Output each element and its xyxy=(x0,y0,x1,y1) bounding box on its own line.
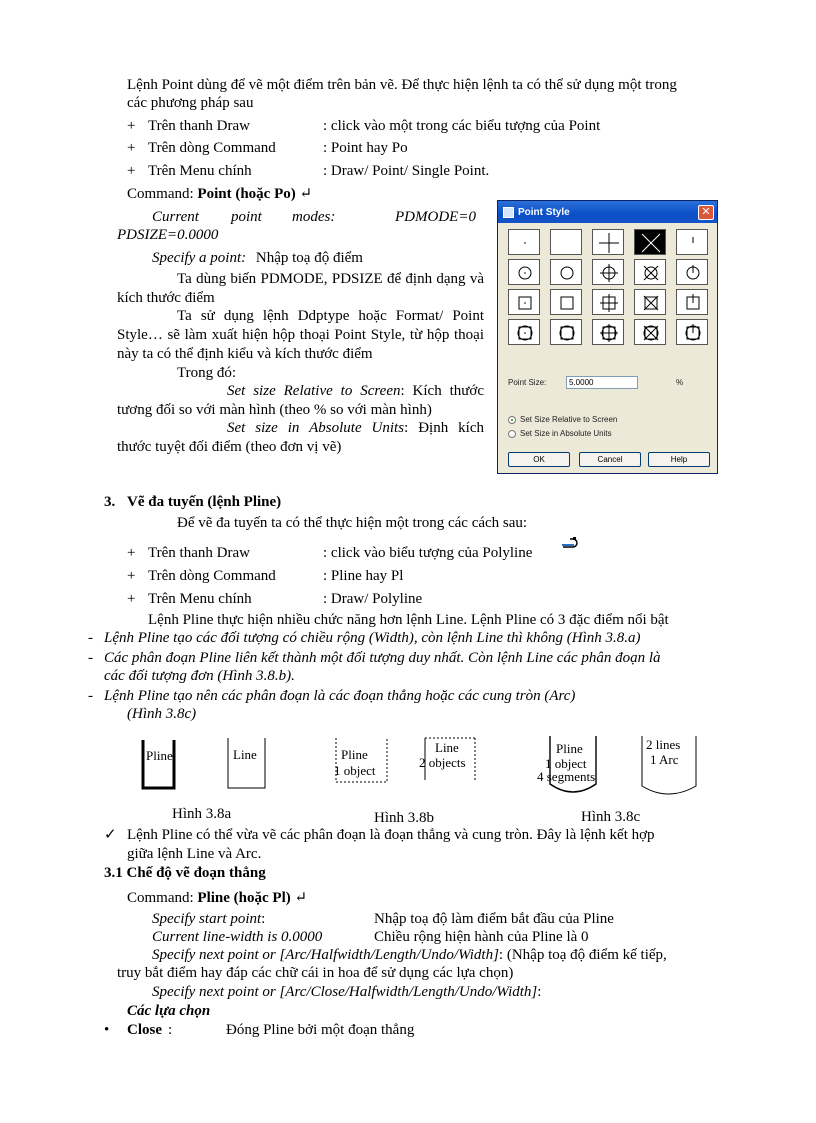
square-x-icon xyxy=(635,290,667,316)
intro-line-1: Lệnh Point dùng để vẽ một điểm trên bản vẽ. Để thực hiện lệnh ta có thể sử dụng một trong xyxy=(127,77,677,93)
fig-c-right-2: 1 Arc xyxy=(650,752,679,767)
pline-method-row: + Trên dòng Command : Pline hay Pl xyxy=(127,568,404,584)
point-style-option[interactable] xyxy=(634,319,666,345)
square-circle-tick-icon xyxy=(677,320,709,346)
point-style-option[interactable] xyxy=(508,259,540,285)
point-style-option[interactable] xyxy=(550,289,582,315)
dialog-title: Point Style xyxy=(518,206,570,218)
square-circle-icon xyxy=(551,320,583,346)
pdsize: PDSIZE=0.0000 xyxy=(117,227,219,243)
dash: - xyxy=(88,688,93,704)
radio-relative-label: Set Size Relative to Screen xyxy=(520,415,618,424)
percent-label: % xyxy=(676,378,684,387)
point-style-option[interactable] xyxy=(508,319,540,345)
fig-a-line: Line xyxy=(233,747,257,762)
plus-icon xyxy=(593,230,625,256)
blank-icon xyxy=(551,230,583,256)
close-button[interactable]: ✕ xyxy=(698,205,714,220)
square-dot-icon xyxy=(509,290,541,316)
options-heading: Các lựa chọn xyxy=(127,1003,211,1019)
app-icon xyxy=(503,207,514,218)
relative-size-desc: Set size Relative to Screen: Kích thước tương đối so với màn hình (theo % so với màn hình) xyxy=(117,383,484,418)
next-point-cont: truy bắt điểm hay đáp các chữ cái in hoa để sử dụng các lựa chọn) xyxy=(117,965,514,981)
section-3-intro: Để vẽ đa tuyến ta có thể thực hiện một trong các cách sau: xyxy=(177,515,528,531)
where-label: Trong đó: xyxy=(177,365,237,381)
point-style-option[interactable] xyxy=(592,289,624,315)
square-circle-x-icon xyxy=(635,320,667,346)
pline-compare: Lệnh Pline thực hiện nhiều chức năng hơn lệnh Line. Lệnh Pline có 3 đặc điểm nổi bật xyxy=(148,612,669,628)
point-size-input[interactable]: 5.0000 xyxy=(566,376,638,389)
fig-b-line-sub: 2 objects xyxy=(419,755,466,770)
point-style-option[interactable] xyxy=(592,259,624,285)
fig-c-right-1: 2 lines xyxy=(646,737,681,752)
point-style-option[interactable] xyxy=(634,289,666,315)
caption-3-8c: Hình 3.8c xyxy=(581,809,641,825)
point-style-option[interactable] xyxy=(676,229,708,255)
circle-tick-icon xyxy=(677,260,709,286)
point-command-line: Command: Point (hoặc Po) ↵ xyxy=(127,186,313,202)
square-tick-icon xyxy=(677,290,709,316)
check-note-line-2: giữa lệnh Line và Arc. xyxy=(127,846,262,862)
point-style-option-selected[interactable] xyxy=(634,229,666,255)
feature-2: Các phân đoạn Pline liên kết thành một đối tượng duy nhất. Còn lệnh Line các phân đoạn là xyxy=(104,650,661,666)
feature-1: Lệnh Pline tạo các đối tượng có chiều rộng (Width), còn lệnh Line thì không (Hình 3.8.a) xyxy=(104,630,641,646)
dash: - xyxy=(88,650,93,666)
current-modes: Current point modes: PDMODE=0 xyxy=(152,209,476,225)
fig-b-pline: Pline xyxy=(341,747,368,762)
pdmode-paragraph: Ta dùng biến PDMODE, PDSIZE để định dạng và kích thước điểm xyxy=(117,271,484,306)
check-note-line-1: Lệnh Pline có thể vừa vẽ các phân đoạn là đoạn thẳng và cung tròn. Đây là lệnh kết hợp xyxy=(127,827,655,843)
circle-plus-icon xyxy=(593,260,625,286)
specify-point: Specify a point: Nhập toạ độ điểm xyxy=(152,250,363,266)
radio-relative[interactable] xyxy=(508,416,516,424)
tick-icon xyxy=(677,230,709,256)
feature-3: Lệnh Pline tạo nên các phân đoạn là các đoạn thẳng hoặc các cung tròn (Arc) xyxy=(104,688,576,704)
fig-c-pline-sub2: 4 segments xyxy=(537,769,596,784)
point-style-option[interactable] xyxy=(508,229,540,255)
section-3-heading: 3. Vẽ đa tuyến (lệnh Pline) xyxy=(104,494,282,510)
point-style-option[interactable] xyxy=(676,259,708,285)
ddptype-paragraph: Ta sử dụng lệnh Ddptype hoặc Format/ Point Style… sẽ làm xuất hiện hộp thoại Point Style, từ hộp thoại này ta có thể định kiểu và kích thước điểm xyxy=(117,308,484,362)
square-circle-plus-icon xyxy=(593,320,625,346)
caption-3-8b: Hình 3.8b xyxy=(374,810,434,826)
circle-icon xyxy=(551,260,583,286)
caption-3-8a: Hình 3.8a xyxy=(172,806,232,822)
point-style-option[interactable] xyxy=(508,289,540,315)
help-button[interactable]: Help xyxy=(648,452,710,467)
absolute-size-desc: Set size in Absolute Units: Định kích thước tuyệt đối điểm (theo đơn vị vẽ) xyxy=(117,420,484,455)
fig-b-pline-sub: 1 object xyxy=(334,763,376,778)
intro-line-2: các phương pháp sau xyxy=(127,95,254,111)
point-style-option[interactable] xyxy=(550,319,582,345)
cancel-button[interactable]: Cancel xyxy=(579,452,641,467)
close-option: • Close : Đóng Pline bởi một đoạn thẳng xyxy=(104,1022,415,1038)
radio-absolute-label: Set Size in Absolute Units xyxy=(520,429,612,438)
pline-method-row: + Trên Menu chính : Draw/ Polyline xyxy=(127,591,423,607)
polyline-icon xyxy=(560,535,582,555)
pline-row: Specify start point: Nhập toạ độ làm điểm bắt đầu của Pline xyxy=(152,911,614,927)
dash: - xyxy=(88,630,93,646)
feature-2-cont: các đối tượng đơn (Hình 3.8.b). xyxy=(104,668,295,684)
point-style-option[interactable] xyxy=(550,259,582,285)
fig-c-pline-sub1: 1 object xyxy=(545,756,587,771)
feature-3-cont: (Hình 3.8c) xyxy=(127,706,197,722)
method-row: + Trên dòng Command : Point hay Po xyxy=(127,140,408,156)
point-style-dialog xyxy=(497,200,718,474)
point-style-option[interactable] xyxy=(634,259,666,285)
dialog-titlebar[interactable] xyxy=(498,201,717,223)
pline-row: Current line-width is 0.0000 Chiều rộng hiện hành của Pline là 0 xyxy=(152,929,589,945)
dot-icon xyxy=(509,230,541,256)
point-style-option[interactable] xyxy=(676,319,708,345)
next-point-line: Specify next point or [Arc/Halfwidth/Length/Undo/Width]: (Nhập toạ độ điểm kế tiếp, xyxy=(152,947,667,963)
point-style-option[interactable] xyxy=(676,289,708,315)
sub-3-1-heading: 3.1 Chế độ vẽ đoạn thẳng xyxy=(104,865,266,881)
method-row: + Trên Menu chính : Draw/ Point/ Single Point. xyxy=(127,163,490,179)
bullet: • xyxy=(104,1022,110,1038)
square-icon xyxy=(551,290,583,316)
check-icon: ✓ xyxy=(104,827,117,843)
point-style-option[interactable] xyxy=(550,229,582,255)
ok-button[interactable]: OK xyxy=(508,452,570,467)
point-size-label: Point Size: xyxy=(508,378,547,387)
circle-dot-icon xyxy=(509,260,541,286)
method-row: + Trên thanh Draw : click vào một trong các biểu tượng của Point xyxy=(127,118,601,134)
square-plus-icon xyxy=(593,290,625,316)
pline-command-line: Command: Pline (hoặc Pl) ↵ xyxy=(127,890,308,906)
square-circle-dot-icon xyxy=(509,320,541,346)
radio-absolute[interactable] xyxy=(508,430,516,438)
point-style-option[interactable] xyxy=(592,319,624,345)
circle-x-icon xyxy=(635,260,667,286)
point-style-option[interactable] xyxy=(592,229,624,255)
fig-b-line: Line xyxy=(435,740,459,755)
fig-a-pline: Pline xyxy=(146,748,173,763)
pline-method-row: + Trên thanh Draw : click vào biểu tượng của Polyline xyxy=(127,545,533,561)
fig-c-pline: Pline xyxy=(556,741,583,756)
x-cross-icon xyxy=(635,230,667,256)
next-point-line-2: Specify next point or [Arc/Close/Halfwidth/Length/Undo/Width]: xyxy=(152,984,542,1000)
